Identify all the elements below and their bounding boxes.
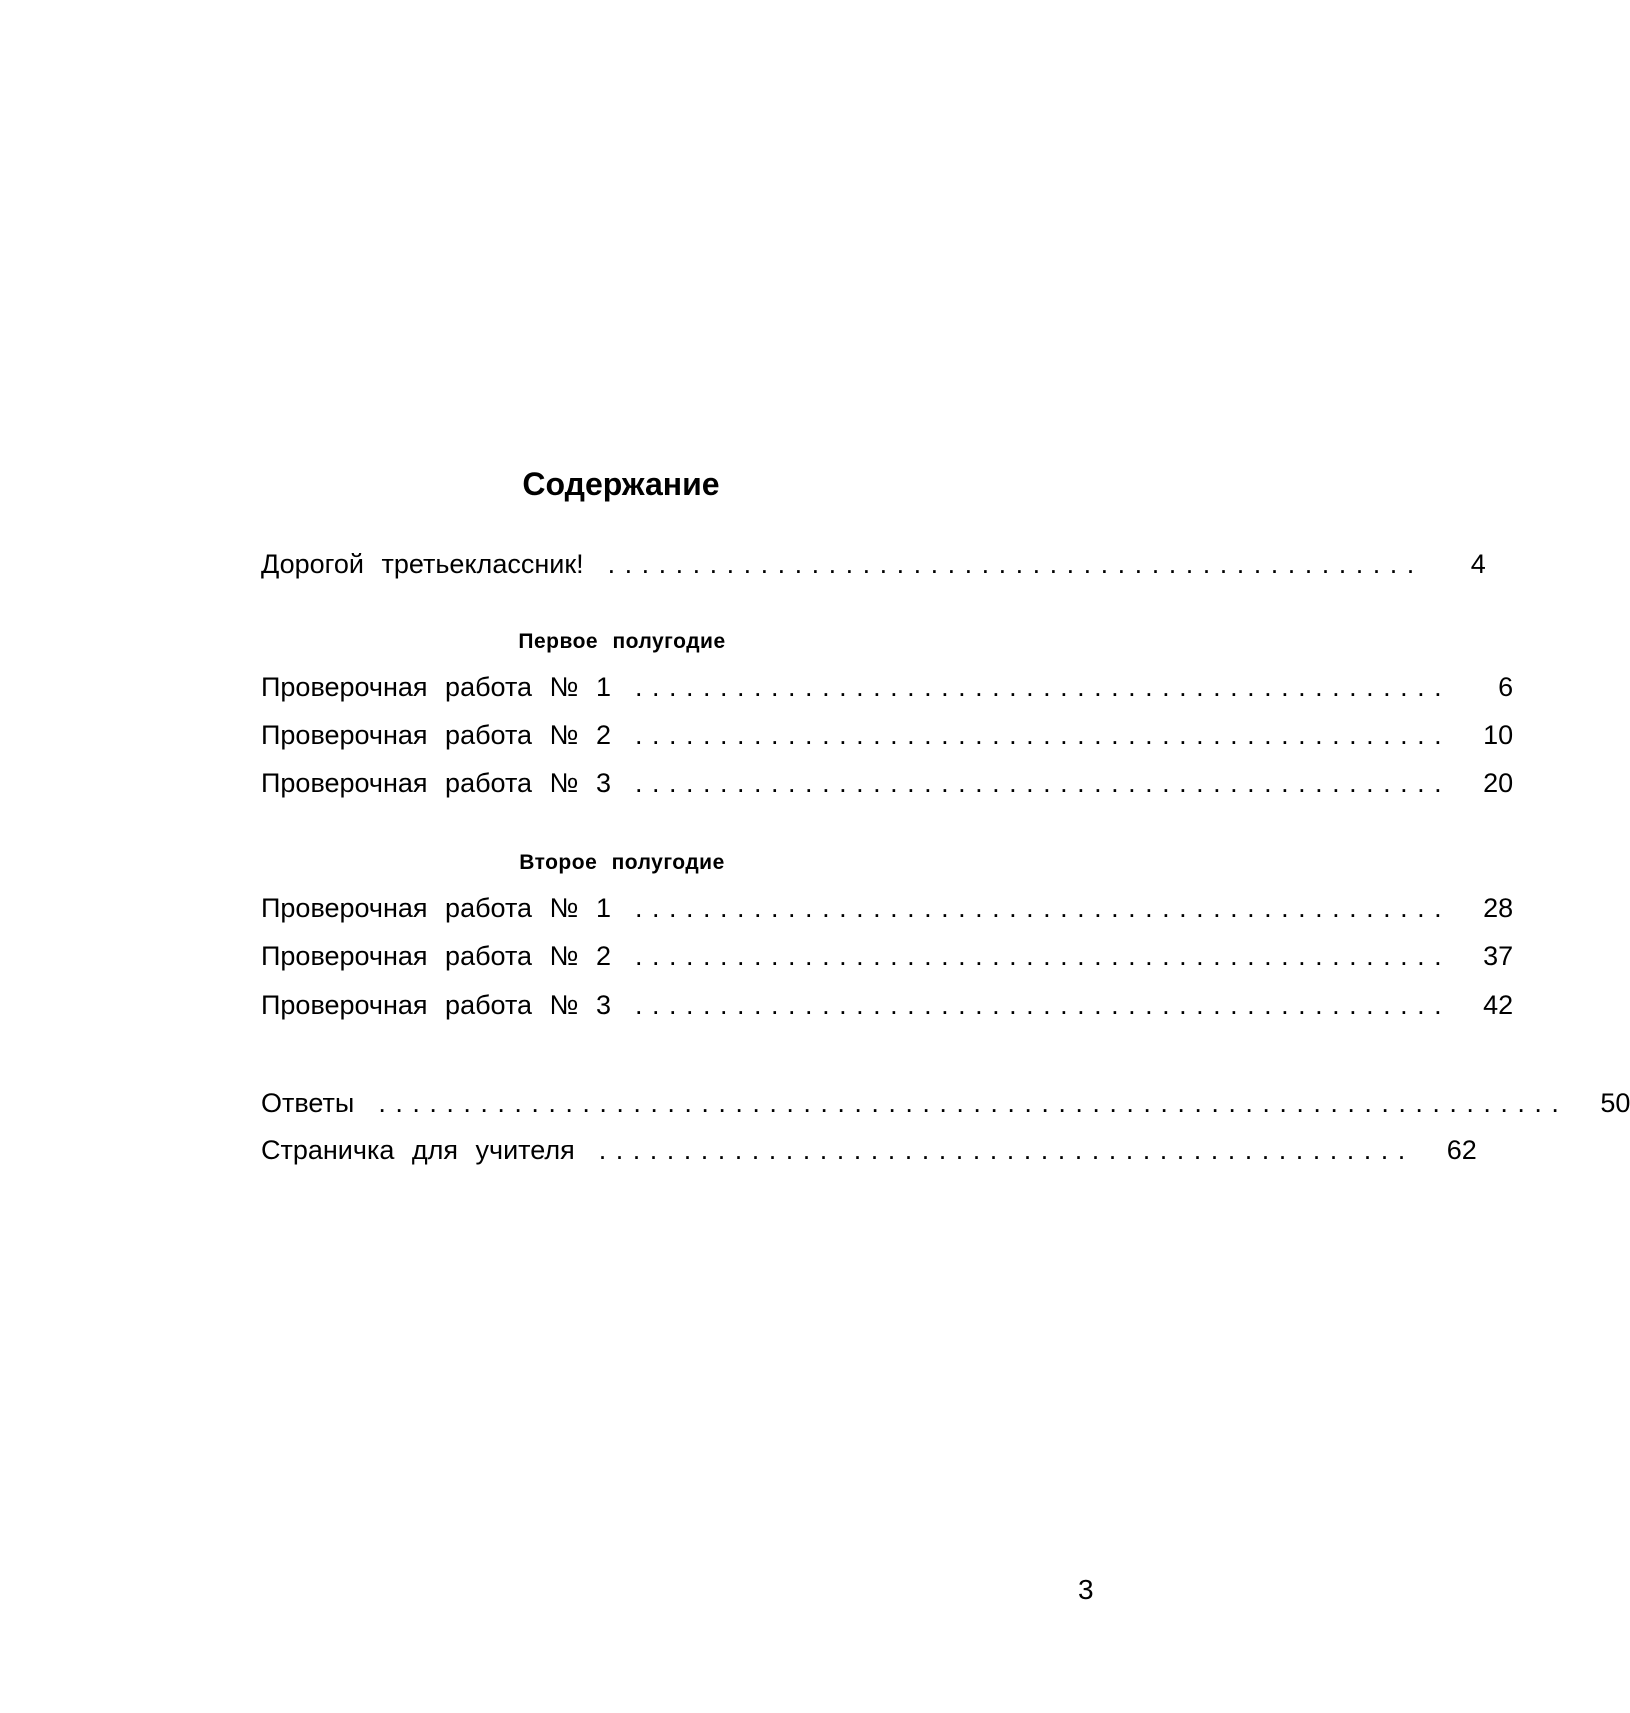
toc-entry-label: Проверочная работа № 3	[261, 990, 612, 1020]
dot-leader: ......................................................................	[378, 1088, 1569, 1118]
toc-entry-label: Проверочная работа № 1	[261, 893, 612, 923]
toc-entry-page: 42	[1483, 990, 1514, 1020]
toc-entry-label: Дорогой третьеклассник!	[261, 549, 584, 579]
section-heading-second-half: Второе полугодие	[519, 851, 725, 874]
toc-entry-page: 37	[1483, 941, 1514, 971]
dot-leader: ................................................	[598, 1135, 1415, 1165]
dot-leader: ................................................	[635, 893, 1452, 923]
toc-entry[interactable]	[261, 941, 1514, 975]
page-number: 3	[1078, 1574, 1094, 1605]
toc-entry-label: Проверочная работа № 1	[261, 672, 612, 702]
dot-leader: ................................................	[607, 549, 1424, 579]
toc-entry-answers[interactable]	[261, 1088, 1630, 1122]
toc-entry-page: 50	[1600, 1088, 1630, 1118]
dot-leader: ................................................	[635, 990, 1452, 1020]
toc-entry-intro[interactable]	[261, 549, 1486, 583]
toc-entry-label: Страничка для учителя	[261, 1135, 575, 1165]
page-title: Содержание	[522, 466, 720, 502]
toc-entry-page: 4	[1470, 549, 1486, 579]
toc-entry-page: 62	[1446, 1135, 1477, 1165]
toc-entry-label: Проверочная работа № 2	[261, 941, 612, 971]
dot-leader: ................................................	[635, 672, 1452, 702]
dot-leader: ................................................	[635, 768, 1452, 798]
toc-entry[interactable]	[261, 768, 1514, 802]
toc-entry-label: Проверочная работа № 3	[261, 768, 612, 798]
toc-entry-page: 6	[1498, 672, 1514, 702]
toc-entry[interactable]	[261, 893, 1514, 927]
toc-entry-label: Ответы	[261, 1088, 355, 1118]
toc-entry-page: 10	[1483, 720, 1514, 750]
section-heading-first-half: Первое полугодие	[518, 630, 726, 653]
toc-entry-label: Проверочная работа № 2	[261, 720, 612, 750]
dot-leader: ................................................	[635, 941, 1452, 971]
toc-entry[interactable]	[261, 672, 1514, 706]
dot-leader: ................................................	[635, 720, 1452, 750]
toc-entry-page: 28	[1483, 893, 1514, 923]
toc-entry[interactable]	[261, 720, 1514, 754]
toc-entry-teacher-page[interactable]	[261, 1135, 1477, 1169]
toc-entry-page: 20	[1483, 768, 1514, 798]
toc-entry[interactable]	[261, 990, 1514, 1024]
